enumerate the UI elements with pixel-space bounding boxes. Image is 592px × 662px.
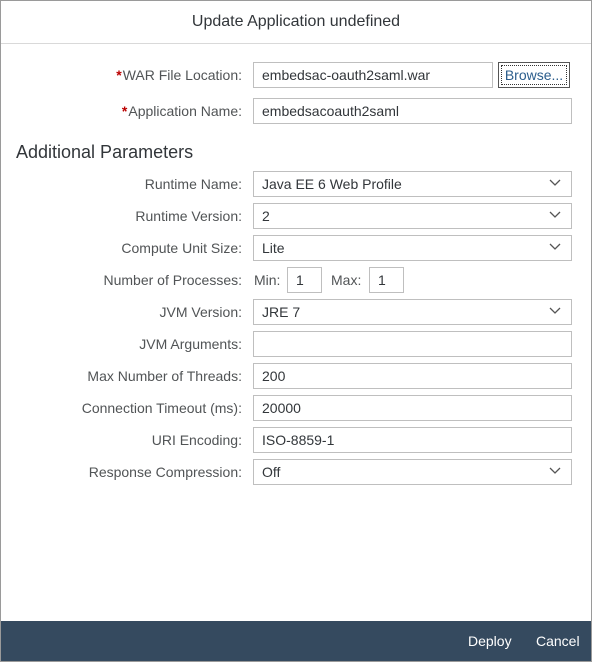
chevron-down-icon	[549, 179, 561, 187]
uri-encoding-row	[1, 427, 592, 453]
compression-row	[1, 459, 592, 485]
compression-label: Response Compression:	[88, 464, 242, 480]
uri-encoding-label: URI Encoding:	[151, 432, 242, 448]
uri-encoding-input[interactable]: ISO-8859-1	[253, 427, 572, 453]
war-file-row	[1, 62, 592, 88]
processes-max-label: Max:	[331, 272, 362, 288]
deploy-button[interactable]: Deploy	[468, 633, 512, 649]
additional-parameters-title: Additional Parameters	[16, 142, 194, 162]
max-threads-label: Max Number of Threads:	[87, 368, 242, 384]
processes-row	[1, 267, 592, 293]
compute-unit-row	[1, 235, 592, 261]
app-name-row	[1, 98, 592, 124]
chevron-down-icon	[549, 243, 561, 251]
compression-value: Off	[262, 464, 281, 480]
runtime-version-row	[1, 203, 592, 229]
app-name-input[interactable]: embedsacoauth2saml	[253, 98, 572, 124]
compute-unit-value: Lite	[262, 240, 285, 256]
cancel-button[interactable]: Cancel	[536, 633, 580, 649]
chevron-down-icon	[549, 467, 561, 475]
runtime-version-label: Runtime Version:	[135, 208, 242, 224]
jvm-version-label: JVM Version:	[159, 304, 242, 320]
chevron-down-icon	[549, 307, 561, 315]
runtime-name-value: Java EE 6 Web Profile	[262, 176, 402, 192]
conn-timeout-label: Connection Timeout (ms):	[81, 400, 242, 416]
jvm-version-select[interactable]	[253, 299, 572, 325]
browse-button[interactable]: Browse...	[498, 62, 570, 88]
processes-min-label: Min:	[254, 272, 281, 288]
max-threads-input[interactable]: 200	[253, 363, 572, 389]
jvm-version-value: JRE 7	[262, 304, 301, 320]
war-file-input[interactable]: embedsac-oauth2saml.war	[253, 62, 493, 88]
required-marker: *	[121, 103, 128, 119]
runtime-name-row	[1, 171, 592, 197]
runtime-version-select[interactable]	[253, 203, 572, 229]
conn-timeout-row	[1, 395, 592, 421]
dialog-footer	[1, 621, 591, 661]
compute-unit-select[interactable]	[253, 235, 572, 261]
jvm-version-row	[1, 299, 592, 325]
jvm-args-row	[1, 331, 592, 357]
conn-timeout-input[interactable]: 20000	[253, 395, 572, 421]
chevron-down-icon	[549, 211, 561, 219]
war-file-label: *WAR File Location:	[116, 67, 242, 83]
max-threads-row	[1, 363, 592, 389]
dialog-title: Update Application undefined	[1, 1, 591, 44]
processes-max-input[interactable]: 1	[369, 267, 404, 293]
jvm-args-input[interactable]	[253, 331, 572, 357]
app-name-label: *Application Name:	[121, 103, 242, 119]
runtime-version-value: 2	[262, 208, 270, 224]
runtime-name-label: Runtime Name:	[144, 176, 242, 192]
runtime-name-select[interactable]	[253, 171, 572, 197]
compression-select[interactable]	[253, 459, 572, 485]
processes-label: Number of Processes:	[103, 272, 242, 288]
jvm-args-label: JVM Arguments:	[139, 336, 242, 352]
compute-unit-label: Compute Unit Size:	[121, 240, 242, 256]
processes-min-input[interactable]: 1	[287, 267, 322, 293]
required-marker: *	[116, 67, 122, 83]
